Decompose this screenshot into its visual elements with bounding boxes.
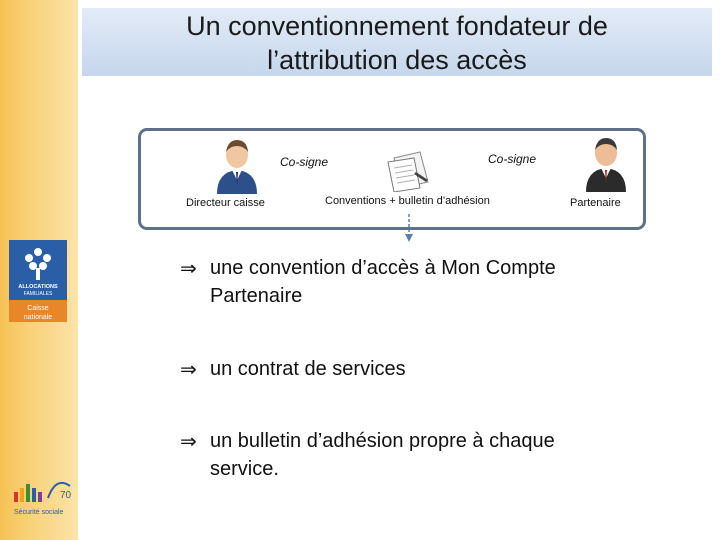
partner-person-icon bbox=[582, 136, 630, 192]
secu-label: Sécurité sociale bbox=[14, 509, 64, 516]
implies-arrow-icon: ⇒ bbox=[180, 256, 197, 280]
securite-sociale-logo bbox=[8, 468, 74, 526]
caf-label-3: Caisse bbox=[27, 305, 49, 312]
caf-label-4: nationale bbox=[23, 314, 53, 321]
director-label: Directeur caisse bbox=[186, 197, 265, 209]
bullet-item bbox=[180, 355, 600, 384]
bullet-text: une convention d’accès à Mon Compte Partenaire bbox=[210, 257, 556, 307]
implies-arrow-icon: ⇒ bbox=[180, 357, 197, 381]
slide-title: Un conventionnement fondateur de l’attribution des accès bbox=[186, 11, 608, 75]
documents-icon bbox=[384, 148, 436, 192]
bullet-item bbox=[180, 254, 600, 310]
cosigne-left-label: Co-signe bbox=[280, 155, 329, 169]
director-person-icon bbox=[213, 138, 261, 194]
secu-anniversary: 70 bbox=[60, 490, 72, 501]
caf-label-1: ALLOCATIONS bbox=[18, 284, 58, 290]
bullet-text: un contrat de services bbox=[210, 358, 406, 380]
cosigne-right-label: Co-signe bbox=[488, 152, 537, 166]
caf-logo bbox=[9, 240, 67, 322]
caf-label-2: FAMILIALES bbox=[23, 291, 53, 297]
implies-arrow-icon: ⇒ bbox=[180, 429, 197, 453]
bullet-item bbox=[180, 427, 600, 483]
partner-label: Partenaire bbox=[570, 197, 621, 209]
bullet-text: un bulletin d’adhésion propre à chaque service. bbox=[210, 430, 555, 480]
conventions-label: Conventions + bulletin d’adhésion bbox=[325, 195, 490, 207]
arrow-down-icon bbox=[402, 214, 416, 244]
